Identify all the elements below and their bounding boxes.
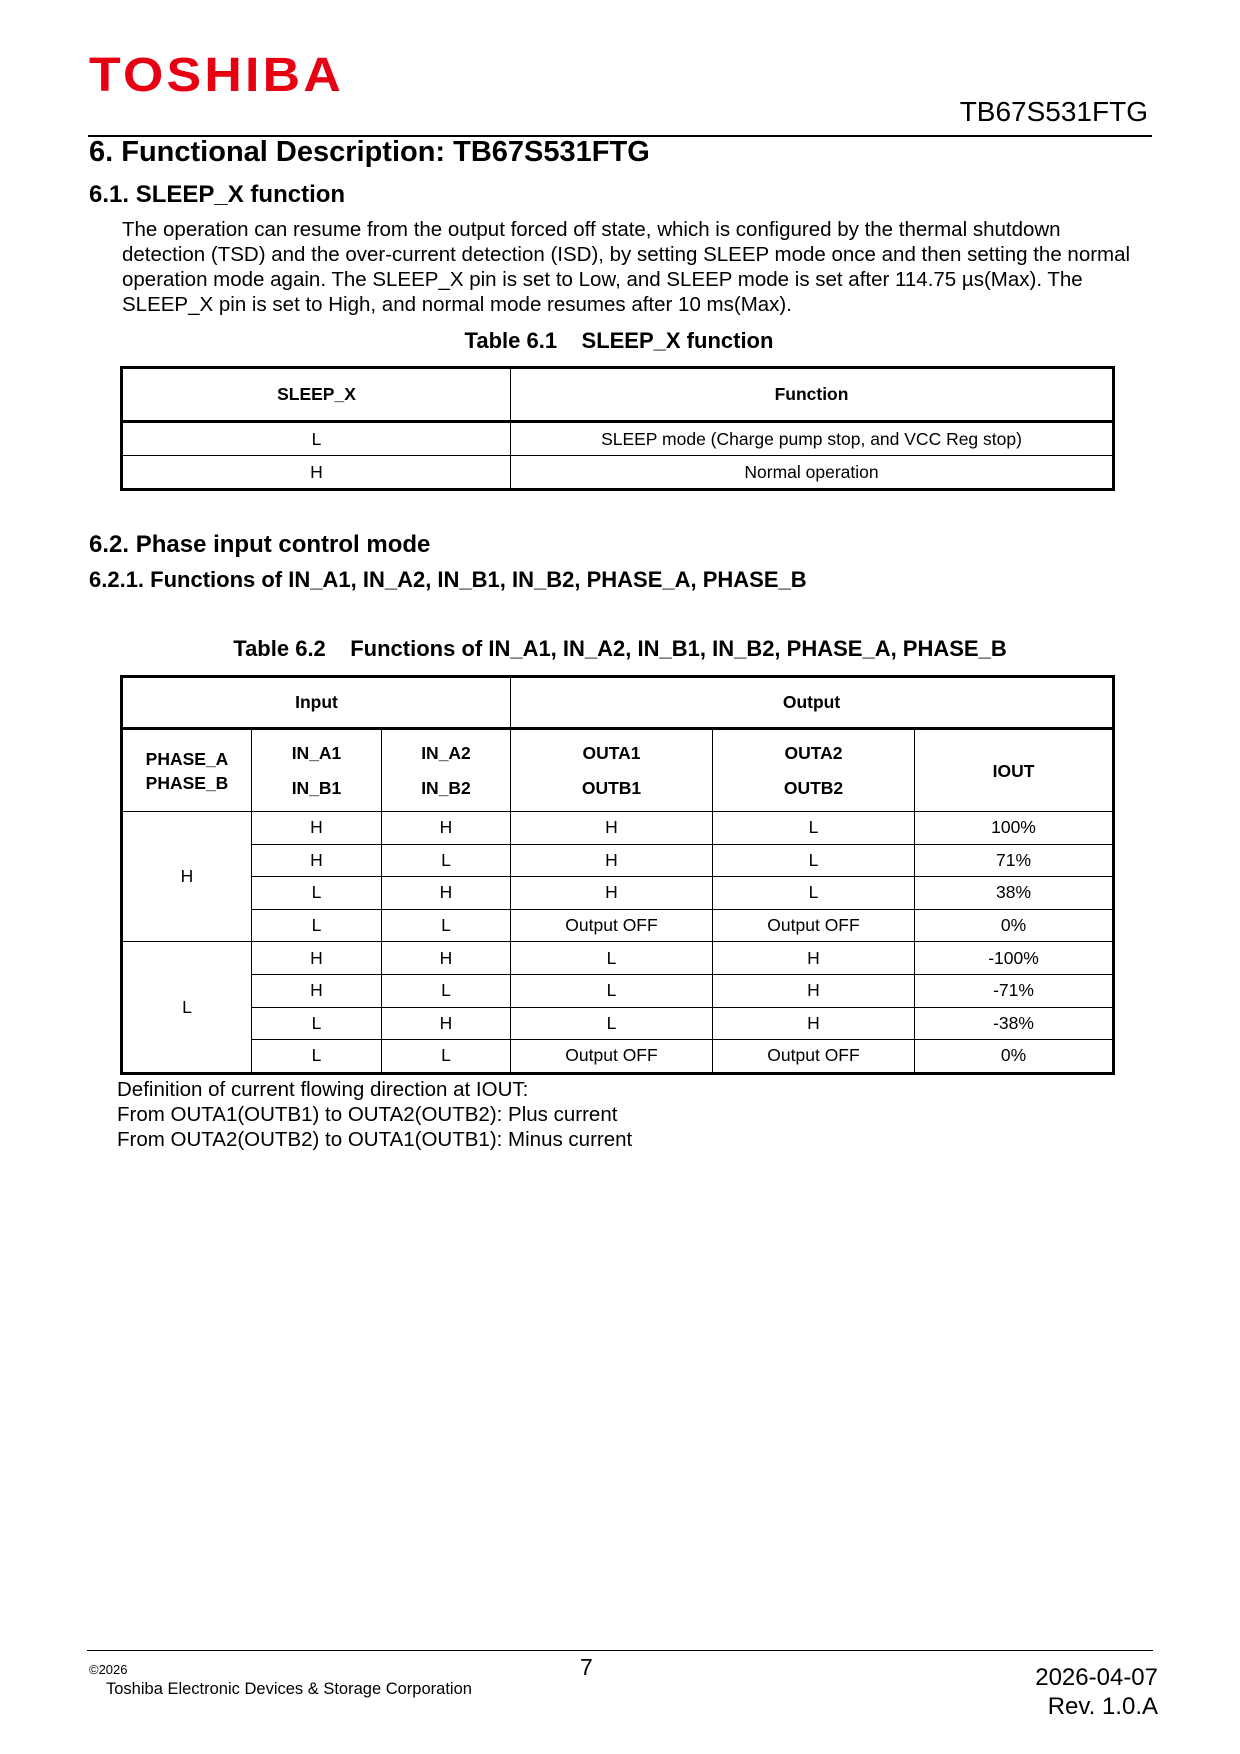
col-header-phase xyxy=(122,729,252,812)
company-name: Toshiba Electronic Devices & Storage Corporation xyxy=(106,1680,472,1698)
table-cell: H xyxy=(511,877,713,910)
phase-control-table xyxy=(120,675,1115,1075)
footer-divider xyxy=(87,1650,1153,1651)
table-cell: Output OFF xyxy=(713,909,915,942)
table-cell: H xyxy=(511,812,713,845)
table-row xyxy=(122,942,1114,975)
table-cell: L xyxy=(713,877,915,910)
table-cell: H xyxy=(382,812,511,845)
table-cell: H xyxy=(382,1007,511,1040)
subsection-title-sleep: 6.1. SLEEP_X function xyxy=(89,181,346,208)
table-cell: L xyxy=(713,812,915,845)
col-header-in-2 xyxy=(382,729,511,812)
table-cell: -71% xyxy=(915,974,1114,1007)
table-cell: Normal operation xyxy=(511,456,1114,490)
page-number: 7 xyxy=(580,1654,593,1680)
table-cell: L xyxy=(382,1040,511,1074)
col-header-phase-a: PHASE_A xyxy=(145,748,229,769)
table-cell: Output OFF xyxy=(511,909,713,942)
group-header-input: Input xyxy=(122,677,511,729)
subsubsection-title-functions: 6.2.1. Functions of IN_A1, IN_A2, IN_B1, IN_B2, PHASE_A, PHASE_B xyxy=(89,567,807,592)
table-cell: 100% xyxy=(915,812,1114,845)
table-cell: H xyxy=(511,844,713,877)
table-cell: H xyxy=(252,812,382,845)
col-header-sleep-x: SLEEP_X xyxy=(122,368,511,422)
table-row xyxy=(122,877,1114,910)
publish-date: 2026-04-07 xyxy=(1035,1664,1158,1691)
table-row xyxy=(122,909,1114,942)
table-cell: L xyxy=(122,422,511,456)
table-header-row xyxy=(122,368,1114,422)
table-cell: Output OFF xyxy=(713,1040,915,1074)
document-code: TB67S531FTG xyxy=(959,96,1148,127)
table-cell: L xyxy=(382,844,511,877)
table-cell: L xyxy=(511,974,713,1007)
table-cell: 38% xyxy=(915,877,1114,910)
table-row xyxy=(122,1040,1114,1074)
table-cell: -38% xyxy=(915,1007,1114,1040)
table-cell: L xyxy=(511,1007,713,1040)
col-header-in-1 xyxy=(252,729,382,812)
table-cell: L xyxy=(382,909,511,942)
table-cell: H xyxy=(252,942,382,975)
col-header-iout: IOUT xyxy=(915,729,1114,812)
table-cell: H xyxy=(252,974,382,1007)
table-cell: L xyxy=(713,844,915,877)
sleep-description: The operation can resume from the output forced off state, which is configured by the thermal shutdown detection (TSD) and the over-current detection (ISD), by setting SLEEP mode once and then setting the normal operation mode again. The SLEEP_X pin is set to Low, and SLEEP mode is set after 114.75 µs(Max). The SLEEP_X pin is set to High, and normal mode resumes after 10 ms(Max). xyxy=(122,218,1131,316)
table-cell: Output OFF xyxy=(511,1040,713,1074)
table-cell: L xyxy=(382,974,511,1007)
col-header-out-1 xyxy=(511,729,713,812)
table-row xyxy=(122,812,1114,845)
table-cell: L xyxy=(252,909,382,942)
col-header-in-a2: IN_A2 xyxy=(421,742,471,763)
table-cell: H xyxy=(382,942,511,975)
group-header-output: Output xyxy=(511,677,1114,729)
group-header-row xyxy=(122,677,1114,729)
column-header-row xyxy=(122,729,1114,812)
table-cell: L xyxy=(252,1040,382,1074)
revision: Rev. 1.0.A xyxy=(1047,1693,1158,1720)
col-header-phase-b: PHASE_B xyxy=(145,772,229,793)
table-cell: 0% xyxy=(915,909,1114,942)
table-cell: 71% xyxy=(915,844,1114,877)
minus-current-note: From OUTA2(OUTB2) to OUTA1(OUTB1): Minus current xyxy=(117,1128,633,1151)
copyright: ©2026 xyxy=(89,1662,128,1677)
table-row xyxy=(122,1007,1114,1040)
phase-cell: H xyxy=(122,812,252,942)
table-row xyxy=(122,974,1114,1007)
table-cell: L xyxy=(252,1007,382,1040)
table-cell: H xyxy=(122,456,511,490)
col-header-function: Function xyxy=(511,368,1114,422)
table2-caption: Table 6.2 Functions of IN_A1, IN_A2, IN_B1, IN_B2, PHASE_A, PHASE_B xyxy=(233,636,1007,661)
col-header-out-2 xyxy=(713,729,915,812)
table-cell: H xyxy=(382,877,511,910)
phase-cell: L xyxy=(122,942,252,1073)
table-cell: SLEEP mode (Charge pump stop, and VCC Reg stop) xyxy=(511,422,1114,456)
col-header-in-b1: IN_B1 xyxy=(291,777,342,798)
col-header-outa2: OUTA2 xyxy=(784,742,843,763)
plus-current-note: From OUTA1(OUTB1) to OUTA2(OUTB2): Plus current xyxy=(117,1103,618,1126)
sleep-function-table xyxy=(120,366,1115,491)
toshiba-logo: TOSHIBA xyxy=(89,49,345,102)
subsection-title-phase: 6.2. Phase input control mode xyxy=(89,531,431,558)
table-cell: -100% xyxy=(915,942,1114,975)
table1-caption: Table 6.1 SLEEP_X function xyxy=(464,328,774,353)
table-row xyxy=(122,844,1114,877)
table-row xyxy=(122,456,1114,490)
section-title: 6. Functional Description: TB67S531FTG xyxy=(89,136,650,168)
col-header-in-a1: IN_A1 xyxy=(291,742,342,763)
col-header-in-b2: IN_B2 xyxy=(421,777,471,798)
table-cell: 0% xyxy=(915,1040,1114,1074)
iout-direction-note: Definition of current flowing direction at IOUT: xyxy=(117,1078,529,1101)
table-cell: H xyxy=(713,1007,915,1040)
col-header-outb1: OUTB1 xyxy=(581,777,642,798)
table-cell: L xyxy=(252,877,382,910)
table-row xyxy=(122,422,1114,456)
table-cell: L xyxy=(511,942,713,975)
col-header-outb2: OUTB2 xyxy=(783,777,844,798)
table-cell: H xyxy=(713,974,915,1007)
table-cell: H xyxy=(713,942,915,975)
table-cell: H xyxy=(252,844,382,877)
col-header-outa1: OUTA1 xyxy=(582,742,641,763)
